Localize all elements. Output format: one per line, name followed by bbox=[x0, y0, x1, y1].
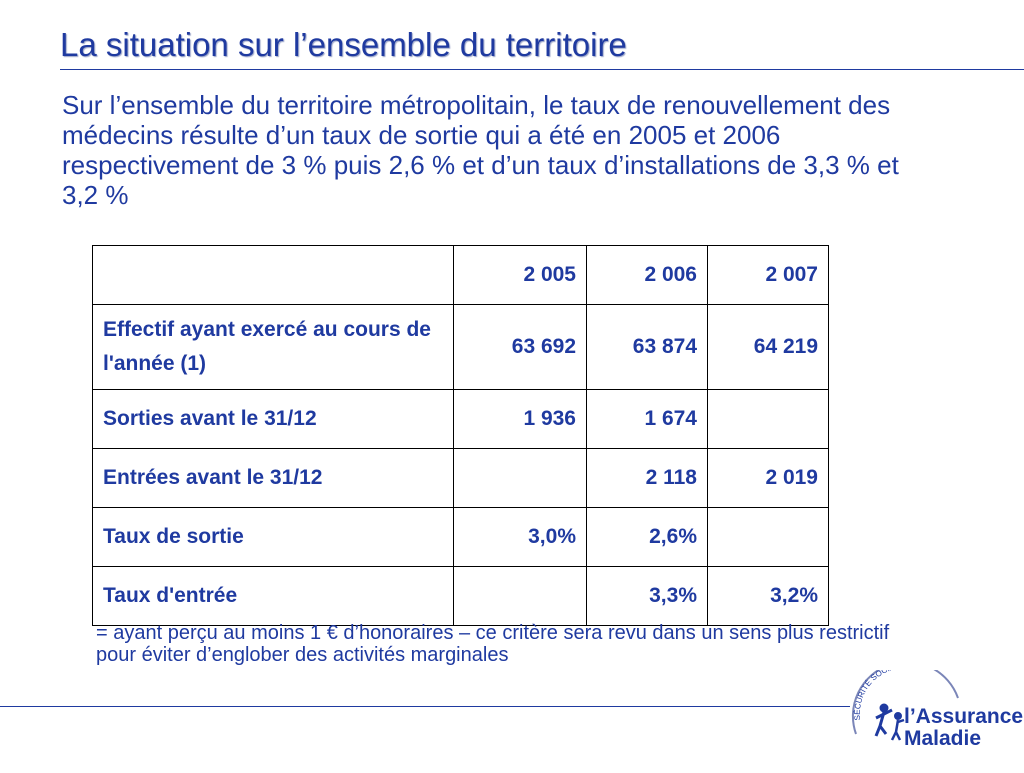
table-cell: 3,0% bbox=[454, 508, 587, 567]
assurance-maladie-logo bbox=[840, 670, 1024, 768]
table-header-row bbox=[93, 246, 829, 305]
row-label: Taux d'entrée bbox=[93, 567, 454, 626]
row-label: Effectif ayant exercé au cours de l'année (1) bbox=[93, 305, 454, 390]
table-cell bbox=[708, 390, 829, 449]
footer-divider bbox=[0, 706, 850, 707]
table-cell: 3,2% bbox=[708, 567, 829, 626]
logo-arc-text: SÉCURITÉ SOC bbox=[852, 670, 889, 721]
logo-brand bbox=[904, 706, 1023, 750]
stick-figures-icon bbox=[876, 704, 904, 740]
table-cell: 2 019 bbox=[708, 449, 829, 508]
row-label: Entrées avant le 31/12 bbox=[93, 449, 454, 508]
table-cell: 1 936 bbox=[454, 390, 587, 449]
table-cell bbox=[454, 449, 587, 508]
header-cell bbox=[93, 246, 454, 305]
data-table bbox=[92, 245, 829, 626]
table-cell bbox=[708, 508, 829, 567]
header-cell: 2 006 bbox=[587, 246, 708, 305]
table-row bbox=[93, 390, 829, 449]
footnote: = ayant perçu au moins 1 € d’honoraires – ce critère sera revu dans un sens plus restrictif pour éviter d’englober des activités marginales bbox=[96, 622, 890, 666]
table-cell bbox=[454, 567, 587, 626]
table-cell: 64 219 bbox=[708, 305, 829, 390]
logo-line2: Maladie bbox=[904, 727, 982, 750]
table-cell: 63 692 bbox=[454, 305, 587, 390]
table-cell: 1 674 bbox=[587, 390, 708, 449]
table-cell: 63 874 bbox=[587, 305, 708, 390]
header-cell: 2 005 bbox=[454, 246, 587, 305]
row-label: Sorties avant le 31/12 bbox=[93, 390, 454, 449]
intro-paragraph: Sur l’ensemble du territoire métropolitain, le taux de renouvellement des médecins résulte d’un taux de sortie qui a été en 2005 et 2006 respectivement de 3 % puis 2,6 % et d’un taux d’installations de 3,3 % et 3,2 % bbox=[62, 90, 899, 210]
table-row bbox=[93, 449, 829, 508]
table-row bbox=[93, 567, 829, 626]
table-row bbox=[93, 305, 829, 390]
title-divider bbox=[60, 69, 1024, 70]
table-cell: 3,3% bbox=[587, 567, 708, 626]
table-cell: 2,6% bbox=[587, 508, 708, 567]
header-cell: 2 007 bbox=[708, 246, 829, 305]
row-label: Taux de sortie bbox=[93, 508, 454, 567]
table-row bbox=[93, 508, 829, 567]
slide-title: La situation sur l’ensemble du territoire bbox=[60, 26, 627, 63]
logo-line1: l’Assurance bbox=[904, 705, 1024, 728]
table-cell: 2 118 bbox=[587, 449, 708, 508]
